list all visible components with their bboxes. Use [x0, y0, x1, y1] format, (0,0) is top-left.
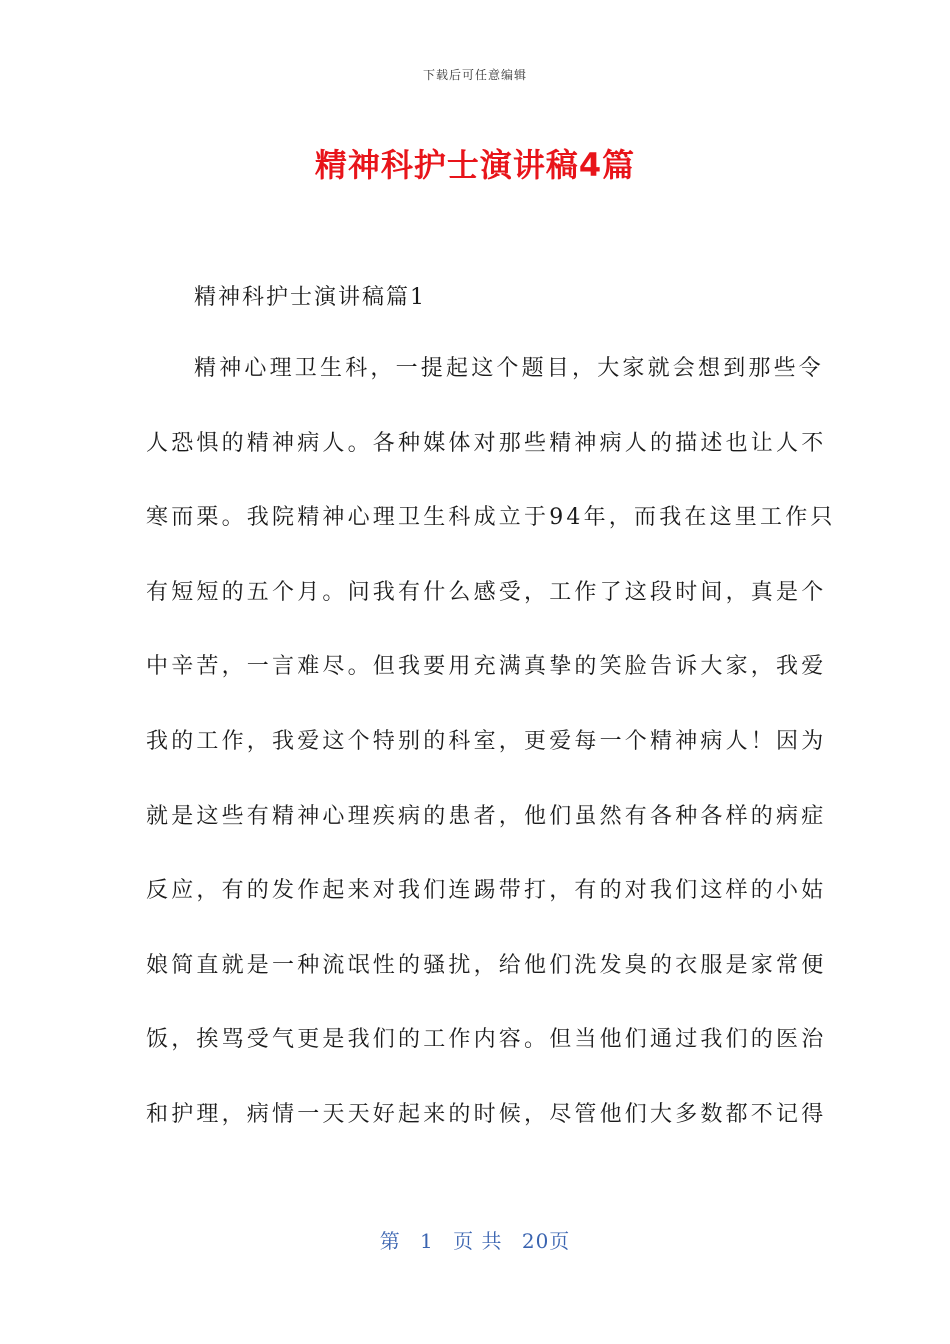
- body-line: 反应，有的发作起来对我们连踢带打，有的对我们这样的小姑: [146, 878, 827, 904]
- body-line: 和护理，病情一天天好起来的时候，尽管他们大多数都不记得: [146, 1101, 827, 1127]
- body-line: 精神心理卫生科，一提起这个题目，大家就会想到那些令: [194, 356, 825, 381]
- document-title: 精神科护士演讲稿4篇: [314, 146, 636, 184]
- body-line: 我的工作，我爱这个特别的科室，更爱每一个精神病人！因为: [146, 728, 827, 754]
- section-heading: 精神科护士演讲稿篇1: [194, 285, 426, 310]
- body-line: 就是这些有精神心理疾病的患者，他们虽然有各种各样的病症: [146, 803, 827, 829]
- footer-prefix: 第: [379, 1229, 401, 1253]
- current-page-number: 1: [420, 1229, 434, 1253]
- body-line: 有短短的五个月。问我有什么感受，工作了这段时间，真是个: [146, 579, 827, 605]
- body-line: 寒而栗。我院精神心理卫生科成立于94年，而我在这里工作只: [146, 505, 836, 531]
- header-note: 下载后可任意编辑: [422, 68, 527, 82]
- page-footer: [0, 1225, 950, 1254]
- body-line: 中辛苦，一言难尽。但我要用充满真挚的笑脸告诉大家，我爱: [146, 654, 827, 680]
- footer-middle: 页 共: [453, 1229, 503, 1253]
- body-line: 饭，挨骂受气更是我们的工作内容。但当他们通过我们的医治: [146, 1027, 827, 1053]
- body-text: [146, 349, 836, 1170]
- body-line: 人恐惧的精神病人。各种媒体对那些精神病人的描述也让人不: [146, 430, 827, 456]
- body-line: 娘简直就是一种流氓性的骚扰，给他们洗发臭的衣服是家常便: [146, 952, 827, 978]
- total-pages: 20页: [521, 1229, 571, 1253]
